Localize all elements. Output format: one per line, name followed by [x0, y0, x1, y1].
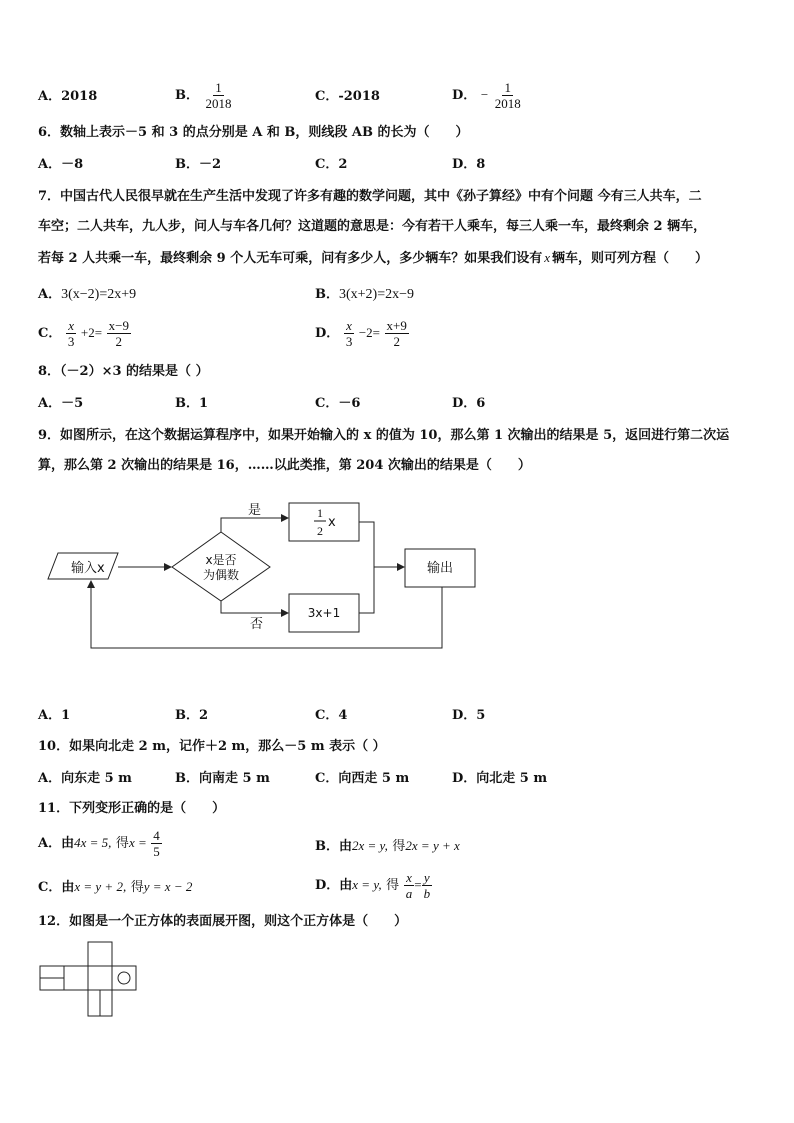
q5-option-d-fraction	[493, 80, 523, 111]
q5-option-c: C．-2018	[315, 89, 380, 104]
q7-option-c-middle: +2=	[80, 325, 103, 340]
q10-option-c: C．向西走 5 m	[315, 771, 410, 786]
flowchart-half-denominator: 2	[317, 524, 323, 538]
q11-option-b-given: 2x = y,	[352, 838, 388, 853]
equals-sign: =	[414, 877, 422, 892]
q6-option-d: D．8	[452, 157, 486, 172]
q7-option-d-fraction-1	[344, 318, 355, 349]
q10-option-b: B．向南走 5 m	[175, 771, 270, 786]
arrowhead	[397, 563, 405, 571]
q7-option-a-label: A．	[38, 287, 62, 302]
q11-option-a-given: 4x = 5,	[74, 835, 112, 850]
q7-option-a-equation: 3(x−2)=2x+9	[61, 287, 137, 302]
q5-option-d	[452, 80, 523, 111]
q11-option-a-then: 得	[115, 836, 129, 851]
arrowhead	[164, 563, 172, 571]
q7-option-b-label: B．	[315, 287, 339, 302]
fraction-denominator: 3	[345, 334, 353, 349]
net-face-top	[88, 942, 112, 966]
q11-option-c	[38, 879, 192, 896]
q11-option-a-label: A．由	[38, 836, 75, 851]
q10-option-a: A．向东走 5 m	[38, 771, 132, 786]
q11-option-a	[38, 828, 162, 859]
q8-option-d: D．6	[452, 396, 486, 411]
q8-stem: 8．（－2）×3 的结果是（ ）	[38, 364, 209, 379]
q7-option-a	[38, 287, 136, 303]
q8-option-a: A．－5	[38, 396, 84, 411]
q7-option-d-label: D．	[315, 326, 340, 341]
flowchart-triple-label: 3x+1	[307, 606, 341, 620]
q5-option-b-label: B．	[175, 88, 199, 103]
q6-option-c: C．2	[315, 157, 348, 172]
fraction-denominator: 2	[115, 334, 123, 349]
q11-option-c-label: C．由	[38, 880, 75, 895]
q11-option-d	[315, 870, 432, 901]
flowchart-merge-line	[359, 522, 374, 613]
fraction-denominator: 3	[67, 334, 75, 349]
q9-option-b: B．2	[175, 708, 209, 723]
q7-stem-line2: 车空；二人共车，九人步，问人与车各几何？这道题的意思是：今有若干人乘车，每三人乘一车，最终剩余 2 辆车，	[38, 219, 707, 234]
fraction-numerator: 1	[215, 80, 222, 95]
q7-option-d-fraction-2	[385, 318, 409, 349]
fraction-denominator: 2	[393, 334, 400, 349]
q6-stem: 6．数轴上表示－5 和 3 的点分别是 A 和 B，则线段 AB 的长为（ ）	[38, 125, 469, 140]
flowchart-loop-back	[91, 583, 442, 648]
q10-option-d: D．向北走 5 m	[452, 771, 548, 786]
q7-option-c-fraction-2	[107, 318, 131, 349]
q11-option-b-then: 得	[392, 839, 406, 854]
q6-option-a: A．－8	[38, 157, 84, 172]
q11-option-d-given: x = y,	[352, 877, 382, 892]
q5-option-b	[175, 80, 234, 111]
q7-option-c-fraction-1	[66, 318, 77, 349]
flowchart-no-branch	[221, 601, 285, 613]
arrowhead	[87, 580, 95, 588]
q11-option-a-fraction	[151, 828, 162, 859]
cube-net-figure	[36, 940, 141, 1020]
q7-stem-line1: 7．中国古代人民很早就在生产生活中发现了许多有趣的数学问题，其中《孙子算经》中有个问题 今有三人共车，二	[38, 189, 702, 204]
q11-option-d-fraction-1	[404, 870, 415, 901]
q7-option-c	[38, 318, 131, 349]
q5-option-b-fraction	[204, 80, 234, 111]
fraction-numerator: x	[68, 318, 75, 333]
fraction-numerator: 1	[504, 80, 511, 95]
fraction-denominator: a	[405, 886, 413, 901]
q7-option-b	[315, 287, 414, 303]
q11-option-c-given: x = y + 2,	[74, 879, 127, 894]
q11-option-c-then: 得	[130, 880, 144, 895]
q7-option-b-equation: 3(x+2)=2x−9	[339, 287, 415, 302]
q11-option-b-result: 2x = y + x	[405, 838, 460, 853]
q9-option-a: A．1	[38, 708, 71, 723]
q11-option-b	[315, 838, 460, 855]
q11-option-a-lhs: x =	[128, 835, 147, 850]
fraction-numerator: x	[406, 870, 412, 885]
flowchart-yes-branch	[221, 518, 285, 532]
q9-option-d: D．5	[452, 708, 486, 723]
q8-option-b: B．1	[175, 396, 209, 411]
flowchart-decision-label-2: 为偶数	[202, 568, 240, 582]
net-face-right	[112, 966, 136, 990]
q9-stem-line1: 9．如图所示，在这个数据运算程序中，如果开始输入的 x 的值为 10，那么第 1 次输出的结果是 5，返回进行第二次运	[38, 428, 730, 443]
fraction-denominator: 2018	[205, 96, 232, 111]
arrowhead	[281, 609, 289, 617]
fraction-numerator: y	[423, 870, 430, 885]
flowchart-half-box	[289, 503, 359, 541]
minus-sign: −	[480, 87, 489, 102]
q11-option-d-then: 得	[386, 878, 400, 893]
flowchart-half-numerator: 1	[317, 506, 323, 520]
arrowhead	[281, 514, 289, 522]
fraction-denominator: b	[423, 886, 431, 901]
flowchart-half-variable: x	[328, 515, 336, 530]
net-face-center	[88, 966, 112, 990]
flowchart-decision-label-1: x是否	[205, 553, 237, 567]
q5-option-a: A．2018	[38, 89, 98, 104]
q11-option-b-label: B．由	[315, 839, 352, 854]
variable-x: x	[544, 250, 550, 265]
fraction-numerator: 4	[153, 828, 160, 843]
flowchart-yes-label: 是	[248, 503, 262, 518]
flowchart-output-label: 输出	[426, 561, 454, 576]
q9-flowchart	[30, 495, 500, 660]
q7-stem-line3-part2: 辆车，则可列方程（ ）	[551, 251, 708, 266]
q10-stem: 10．如果向北走 2 m，记作＋2 m，那么－5 m 表示（ ）	[38, 739, 386, 754]
q7-option-d-middle: −2=	[358, 325, 381, 340]
q11-option-d-label: D．由	[315, 878, 353, 893]
q5-option-d-label: D．	[452, 88, 477, 103]
flowchart-input-label: 输入x	[71, 561, 105, 576]
q12-stem: 12．如图是一个正方体的表面展开图，则这个正方体是（ ）	[38, 914, 408, 929]
q11-option-c-result: y = x − 2	[143, 879, 193, 894]
q11-stem: 11．下列变形正确的是（ ）	[38, 801, 226, 816]
q6-option-b: B．－2	[175, 157, 222, 172]
fraction-numerator: x+9	[386, 318, 407, 333]
fraction-denominator: 2018	[494, 96, 521, 111]
q11-option-d-fraction-2	[422, 870, 433, 901]
q7-option-d	[315, 318, 409, 349]
q8-option-c: C．－6	[315, 396, 361, 411]
q7-stem-line3	[38, 250, 708, 267]
q9-option-c: C．4	[315, 708, 348, 723]
flowchart-no-label: 否	[250, 617, 264, 632]
q7-stem-line3-part1: 若每 2 人共乘一车，最终剩余 9 个人无车可乘，问有多少人，多少辆车？如果我们设有	[38, 251, 543, 266]
net-face-left-inner	[64, 966, 88, 990]
q7-option-c-label: C．	[38, 326, 62, 341]
fraction-numerator: x	[346, 318, 352, 333]
q9-stem-line2: 算，那么第 2 次输出的结果是 16，……以此类推，第 204 次输出的结果是（ ）	[38, 458, 531, 473]
fraction-denominator: 5	[153, 844, 160, 859]
fraction-numerator: x−9	[108, 318, 129, 333]
